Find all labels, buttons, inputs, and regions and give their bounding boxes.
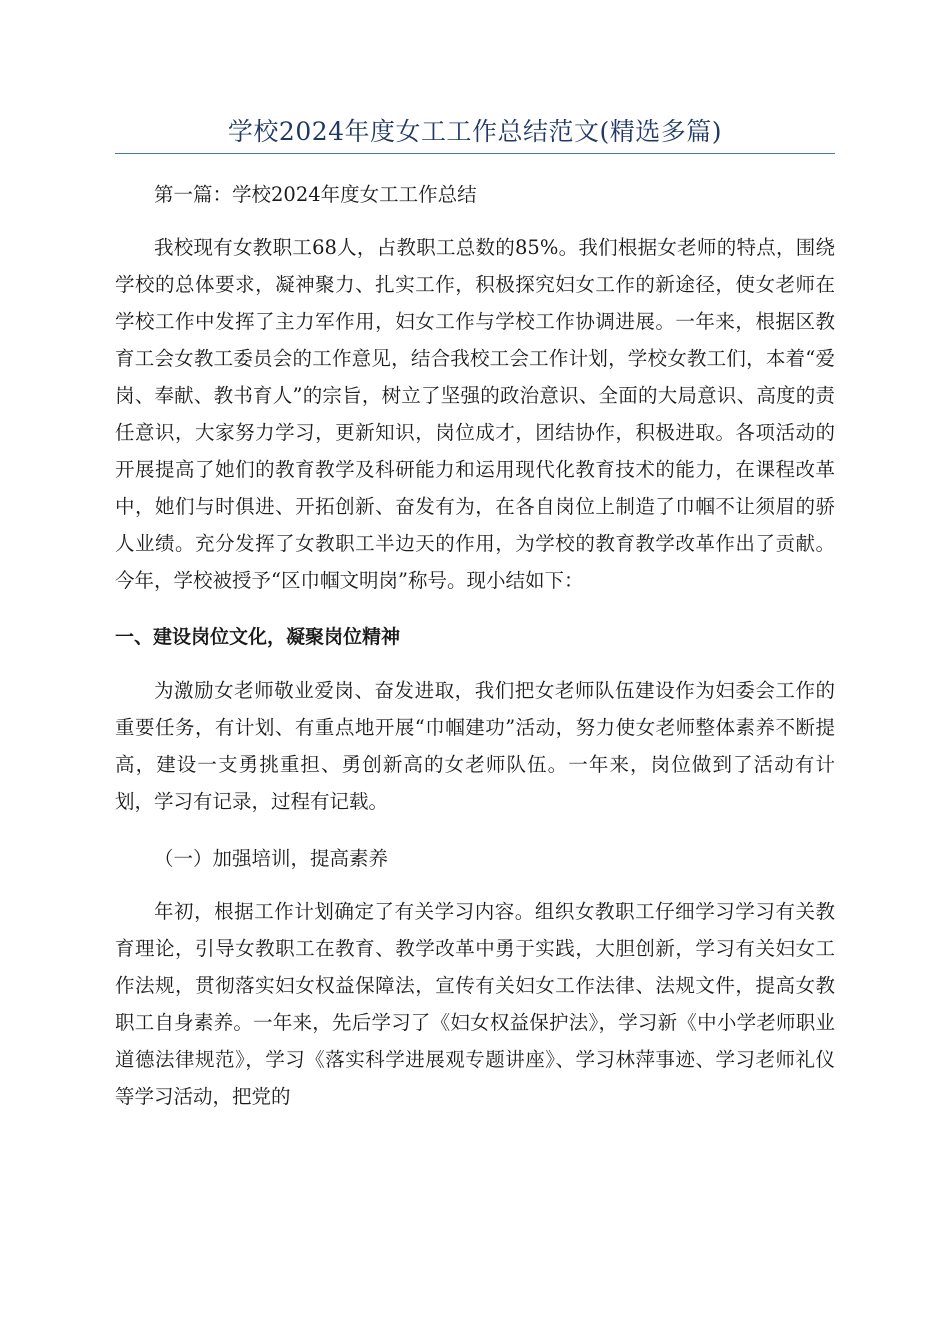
subsection-paragraph: 年初，根据工作计划确定了有关学习内容。组织女教职工仔细学习学习有关教育理论，引导女教职工在教育、教学改革中勇于实践，大胆创新，学习有关妇女工作法规，贯彻落实妇女权益保障法，宣传有关妇女工作法律、法规文件，提高女教职工自身素养。一年来，先后学习了《妇女权益保护法》，学习新《中小学老师职业道德法律规范》，学习《落实科学进展观专题讲座》、学习林萍事迹、学习老师礼仪等学习活动，把党的 [115, 900, 835, 1108]
document-title: 学校2024年度女工工作总结范文(精选多篇) [227, 117, 723, 146]
title-underline [115, 153, 835, 154]
intro-paragraph: 我校现有女教职工68人，占教职工总数的85%。我们根据女老师的特点，围绕学校的总体要求，凝神聚力、扎实工作，积极探究妇女工作的新途径，使女老师在学校工作中发挥了主力军作用，妇女工作与学校工作协调进展。一年来，根据区教育工会女教工委员会的工作意见，结合我校工会工作计划，学校女教工们，本着“爱岗、奉献、教书育人”的宗旨，树立了坚强的政治意识、全面的大局意识、高度的责任意识，大家努力学习，更新知识，岗位成才，团结协作，积极进取。各项活动的开展提高了她们的教育教学及科研能力和运用现代化教育技术的能力，在课程改革中，她们与时俱进、开拓创新、奋发有为，在各自岗位上制造了巾帼不让须眉的骄人业绩。充分发挥了女教职工半边天的作用，为学校的教育教学改革作出了贡献。今年，学校被授予“区巾帼文明岗”称号。现小结如下： [115, 236, 835, 592]
section-heading: 一、建设岗位文化，凝聚岗位精神 [115, 626, 401, 648]
subsection-heading: （一）加强培训，提高素养 [154, 847, 389, 870]
document-body [115, 176, 835, 1115]
part-title: 第一篇：学校2024年度女工工作总结 [154, 183, 477, 206]
section-paragraph: 为激励女老师敬业爱岗、奋发进取，我们把女老师队伍建设作为妇委会工作的重要任务，有计划、有重点地开展“巾帼建功”活动，努力使女老师整体素养不断提高，建设一支勇挑重担、勇创新高的女老师队伍。一年来，岗位做到了活动有计划，学习有记录，过程有记载。 [115, 679, 835, 813]
